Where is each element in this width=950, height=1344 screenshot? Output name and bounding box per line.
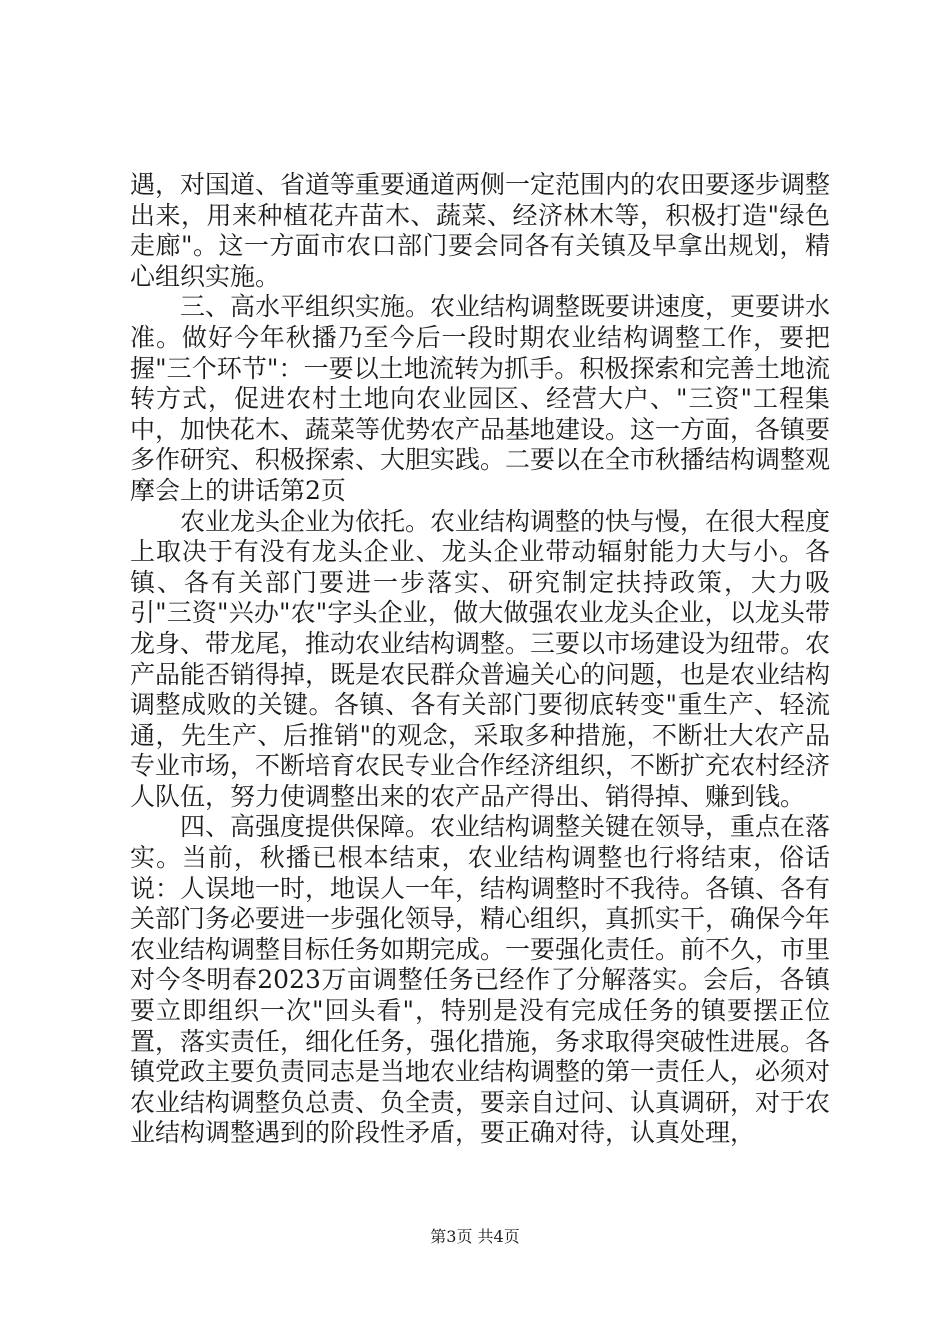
page-number-label: 第3页 共4页: [430, 1227, 520, 1246]
paragraph: 三、高水平组织实施。农业结构调整既要讲速度，更要讲水准。做好今年秋播乃至今后一段时期农业结构调整工作，要把握"三个环节"：一要以土地流转为抓手。积极探索和完善土地流转方式，促进农村土地向农业园区、经营大户、"三资"工程集中，加快花木、蔬菜等优势农产品基地建设。这一方面，各镇要多作研究、积极探索、大胆实践。二要以在全市秋播结构调整观摩会上的讲话第2页: [130, 292, 831, 505]
paragraph: 农业龙头企业为依托。农业结构调整的快与慢，在很大程度上取决于有没有龙头企业、龙头企业带动辐射能力大与小。各镇、各有关部门要进一步落实、研究制定扶持政策，大力吸引"三资"兴办"农"字头企业，做大做强农业龙头企业，以龙头带龙身、带龙尾，推动农业结构调整。三要以市场建设为纽带。农产品能否销得掉，既是农民群众普遍关心的问题，也是农业结构调整成败的关键。各镇、各有关部门要彻底转变"重生产、轻流通，先生产、后推销"的观念，采取多种措施，不断壮大农产品专业市场，不断培育农民专业合作经济组织，不断扩充农村经济人队伍，努力使调整出来的农产品产得出、销得掉、赚到钱。: [130, 506, 831, 811]
paragraph: 四、高强度提供保障。农业结构调整关键在领导，重点在落实。当前，秋播已根本结束，农业结构调整也行将结束，俗话说：人误地一时，地误人一年，结构调整时不我待。各镇、各有关部门务必要进一步强化领导，精心组织，真抓实干，确保今年农业结构调整目标任务如期完成。一要强化责任。前不久，市里对今冬明春2023万亩调整任务已经作了分解落实。会后，各镇要立即组织一次"回头看"，特别是没有完成任务的镇要摆正位置，落实责任，细化任务，强化措施，务求取得突破性进展。各镇党政主要负责同志是当地农业结构调整的第一责任人，必须对农业结构调整负总责、负全责，要亲自过问、认真调研，对于农业结构调整遇到的阶段性矛盾，要正确对待，认真处理，: [130, 812, 831, 1148]
document-body: [130, 170, 830, 1149]
page-footer: [0, 1224, 950, 1247]
paragraph: 遇，对国道、省道等重要通道两侧一定范围内的农田要逐步调整出来，用来种植花卉苗木、蔬菜、经济林木等，积极打造"绿色走廊"。这一方面市农口部门要会同各有关镇及早拿出规划，精心组织实施。: [130, 170, 831, 291]
